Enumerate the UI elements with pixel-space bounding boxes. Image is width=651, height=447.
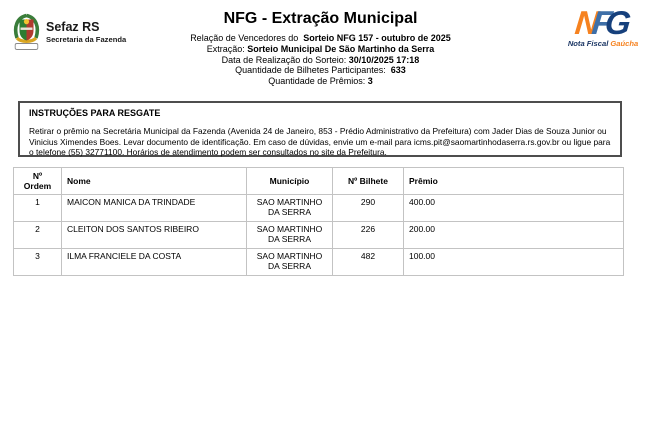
nfg-tagline-dark: Nota Fiscal [567,39,609,48]
cell-bilhete: 290 [333,195,404,222]
col-header-premio: Prêmio [404,168,624,195]
cell-ordem: 1 [14,195,62,222]
redeem-instructions-title: INSTRUÇÕES PARA RESGATE [29,108,161,118]
cell-municipio: SAO MARTINHO DA SERRA [247,195,333,222]
table-row [14,195,624,222]
col-header-municipio: Município [247,168,333,195]
cell-ordem: 3 [14,249,62,276]
table-row [14,222,624,249]
header-line-extraction [100,44,541,55]
header-line-prizes-value: 3 [367,76,373,87]
col-header-ordem: Nº Ordem [14,168,62,195]
cell-nome: ILMA FRANCIELE DA COSTA [62,249,247,276]
sefaz-subtitle: Secretaria da Fazenda [46,35,127,44]
col-header-bilhete: Nº Bilhete [333,168,404,195]
nfg-tagline-orange: Gaúcha [610,39,639,48]
cell-municipio: SAO MARTINHO DA SERRA [247,222,333,249]
sefaz-coat-of-arms-icon [13,13,40,51]
nfg-logo [561,4,645,48]
cell-municipio: SAO MARTINHO DA SERRA [247,249,333,276]
header-line-prizes-label: Quantidade de Prêmios: [268,76,368,87]
table-row [14,249,624,276]
header-line-extraction-value: Sorteio Municipal De São Martinho da Serra [247,43,435,54]
cell-bilhete: 226 [333,222,404,249]
winners-table [13,167,624,276]
cell-nome: MAICON MANICA DA TRINDADE [62,195,247,222]
header-line-winners [100,33,541,44]
report-header [100,9,541,87]
header-line-tickets-label: Quantidade de Bilhetes Participantes: [235,65,391,76]
cell-premio: 400.00 [404,195,624,222]
cell-ordem: 2 [14,222,62,249]
page-title: NFG - Extração Municipal [223,10,418,27]
nfg-letter-n: N [573,4,594,41]
header-line-date-value: 30/10/2025 17:18 [348,54,420,65]
header-line-tickets [100,65,541,76]
cell-premio: 100.00 [404,249,624,276]
cell-bilhete: 482 [333,249,404,276]
cell-premio: 200.00 [404,222,624,249]
cell-nome: CLEITON DOS SANTOS RIBEIRO [62,222,247,249]
header-line-prizes [100,76,541,87]
nfg-letter-g: G [603,4,626,41]
nfg-letter-f: F [590,4,608,41]
header-line-date-label: Data de Realização do Sorteio: [221,54,349,65]
header-line-tickets-value: 633 [390,65,406,76]
nfg-logo-letters-icon [559,4,647,42]
header-line-extraction-label: Extração: [206,43,248,54]
redeem-instructions-body: Retirar o prêmio na Secretária Municipal da Fazenda (Avenida 24 de Janeiro, 853 - Prédio Administrativo da Prefeitura) com Jader Dias de Souza Junior ou Vinicius Ximendes Boes. Levar documento de identificação. Em caso de dúvidas, envie um e-mail para icms.pit@saomartinhodaserra.rs.gov.br ou ligue para o telefone (55) 32771100. Horários de atendimento podem ser consultados no site da Prefeitura. [29,126,611,158]
header-line-winners-value: Sorteio NFG 157 - outubro de 2025 [303,33,451,43]
header-line-winners-label: Relação de Vencedores do [190,33,304,43]
winners-table-header-row [14,168,624,195]
header-line-date [100,55,541,66]
sefaz-title: Sefaz RS [46,20,100,34]
col-header-nome: Nome [62,168,247,195]
redeem-instructions-box [18,101,622,157]
